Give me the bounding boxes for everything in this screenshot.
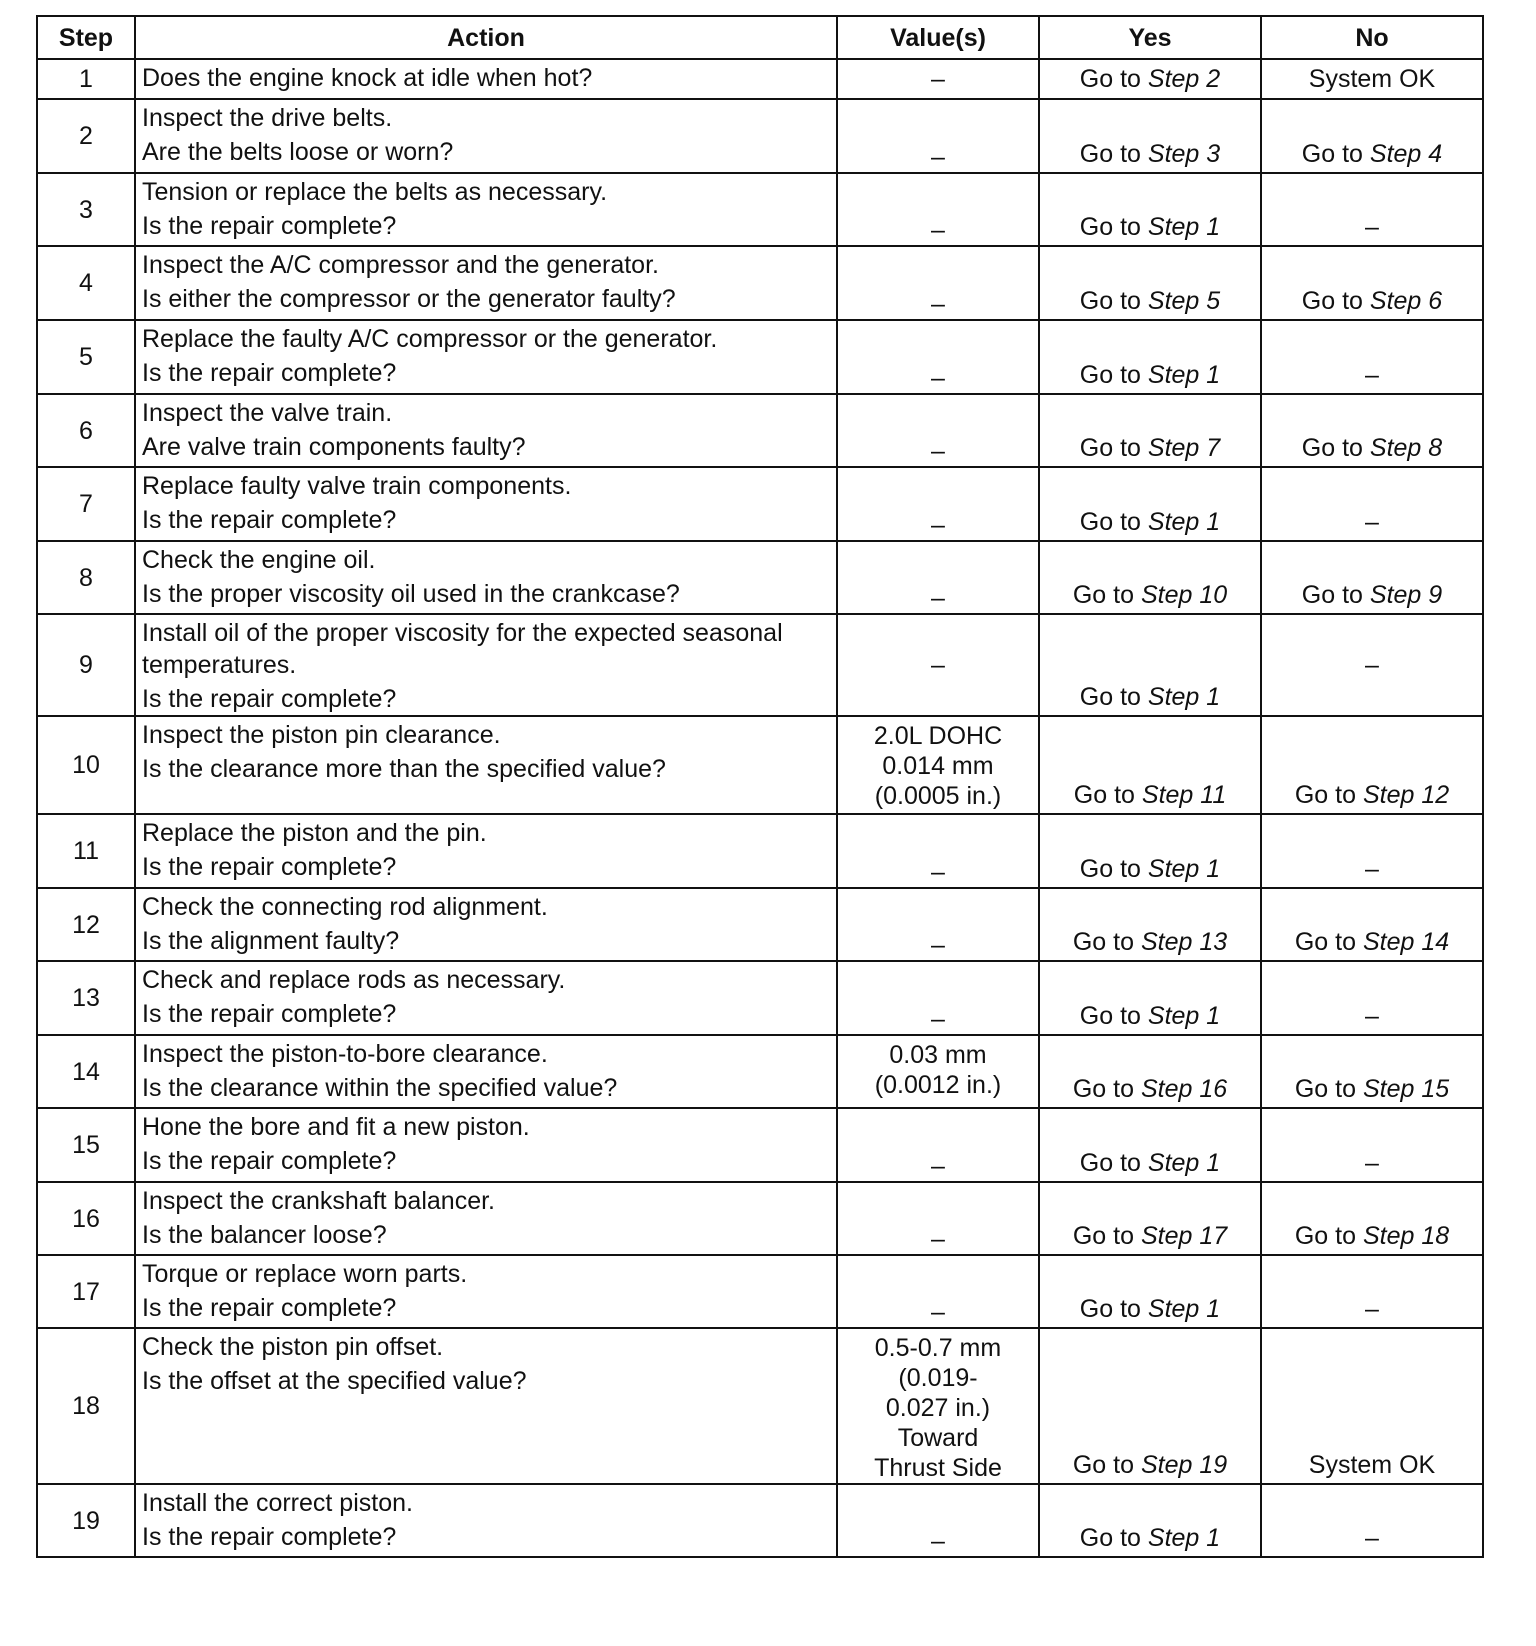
yes-step-link: Step 1 — [1147, 1524, 1221, 1552]
value-cell — [837, 1108, 1039, 1182]
yes-cell — [1039, 961, 1261, 1035]
action-line: Is the offset at the specified value? — [142, 1367, 527, 1395]
yes-step-link: Step 13 — [1140, 928, 1228, 956]
yes-step-link: Step 1 — [1147, 508, 1221, 536]
value-line: – — [931, 143, 945, 171]
action-line: Is the repair complete? — [142, 1000, 397, 1028]
yes-cell — [1039, 888, 1261, 961]
yes-text: Go to — [1072, 1451, 1134, 1479]
table-row — [37, 394, 1483, 467]
action-cell — [135, 541, 837, 614]
no-cell — [1261, 320, 1483, 394]
yes-text: Go to — [1079, 683, 1141, 711]
table-row — [37, 1255, 1483, 1328]
action-cell — [135, 99, 837, 173]
table-row — [37, 467, 1483, 541]
yes-cell — [1039, 814, 1261, 888]
value-cell — [837, 1328, 1039, 1484]
action-line: Tension or replace the belts as necessary. — [142, 178, 608, 206]
value-line: – — [931, 1152, 945, 1180]
value-cell — [837, 394, 1039, 467]
yes-step-link: Step 10 — [1140, 581, 1228, 609]
yes-cell — [1039, 614, 1261, 716]
value-line: – — [931, 437, 945, 465]
table-row — [37, 1035, 1483, 1108]
value-cell — [837, 467, 1039, 541]
step-number: 7 — [37, 467, 135, 541]
action-line: Inspect the A/C compressor and the generator. — [142, 251, 659, 279]
step-number: 16 — [37, 1182, 135, 1255]
action-cell — [135, 1255, 837, 1328]
no-text: – — [1365, 1149, 1379, 1177]
step-number: 9 — [37, 614, 135, 716]
action-line: Is the repair complete? — [142, 853, 397, 881]
action-line: Replace faulty valve train components. — [142, 472, 572, 500]
table-row — [37, 59, 1483, 99]
action-line: Is the repair complete? — [142, 1294, 397, 1322]
step-number: 1 — [37, 59, 135, 99]
yes-cell — [1039, 320, 1261, 394]
value-line: – — [931, 364, 945, 392]
value-line: – — [931, 1005, 945, 1033]
value-cell — [837, 614, 1039, 716]
table-row — [37, 961, 1483, 1035]
action-cell — [135, 173, 837, 246]
table-row — [37, 246, 1483, 320]
no-text: – — [1365, 1295, 1379, 1323]
action-line: Is the alignment faulty? — [142, 927, 400, 955]
action-cell — [135, 1108, 837, 1182]
action-cell — [135, 614, 837, 716]
step-number: 12 — [37, 888, 135, 961]
header-no: No — [1261, 16, 1483, 59]
value-line: 0.03 mm — [889, 1041, 987, 1069]
table-row — [37, 99, 1483, 173]
no-cell — [1261, 1108, 1483, 1182]
step-number: 4 — [37, 246, 135, 320]
no-cell — [1261, 1328, 1483, 1484]
value-cell — [837, 961, 1039, 1035]
value-cell — [837, 716, 1039, 814]
yes-cell — [1039, 173, 1261, 246]
action-cell — [135, 59, 837, 99]
action-line: Is the repair complete? — [142, 506, 397, 534]
table-body — [37, 59, 1483, 1557]
yes-cell — [1039, 1108, 1261, 1182]
no-text: Go to — [1294, 1075, 1356, 1103]
yes-cell — [1039, 467, 1261, 541]
value-line: – — [931, 65, 945, 93]
yes-step-link: Step 1 — [1147, 1002, 1221, 1030]
yes-text: Go to — [1079, 213, 1141, 241]
table-row — [37, 541, 1483, 614]
step-number: 14 — [37, 1035, 135, 1108]
no-text: – — [1365, 361, 1379, 389]
value-line: – — [931, 1298, 945, 1326]
yes-step-link: Step 17 — [1140, 1222, 1228, 1250]
action-line: Is the balancer loose? — [142, 1221, 387, 1249]
action-line: Check the piston pin offset. — [142, 1333, 444, 1361]
diagnostic-table — [36, 15, 1484, 1558]
action-cell — [135, 1035, 837, 1108]
action-line: Replace the faulty A/C compressor or the generator. — [142, 325, 718, 353]
yes-cell — [1039, 99, 1261, 173]
action-cell — [135, 467, 837, 541]
header-action: Action — [135, 16, 837, 59]
step-number: 10 — [37, 716, 135, 814]
yes-cell — [1039, 59, 1261, 99]
value-line: 2.0L DOHC — [873, 722, 1003, 750]
yes-step-link: Step 1 — [1147, 213, 1221, 241]
yes-step-link: Step 1 — [1147, 1149, 1221, 1177]
action-line: Inspect the piston pin clearance. — [142, 721, 501, 749]
no-text: – — [1365, 213, 1379, 241]
no-cell — [1261, 1255, 1483, 1328]
no-text: System OK — [1308, 1451, 1436, 1479]
table-row — [37, 1484, 1483, 1557]
value-cell — [837, 99, 1039, 173]
no-step-link: Step 8 — [1369, 434, 1443, 462]
yes-cell — [1039, 1484, 1261, 1557]
table-row — [37, 1182, 1483, 1255]
header-yes: Yes — [1039, 16, 1261, 59]
value-line: – — [931, 584, 945, 612]
value-line: 0.027 in.) — [885, 1394, 991, 1422]
no-cell — [1261, 614, 1483, 716]
value-cell — [837, 1484, 1039, 1557]
action-cell — [135, 961, 837, 1035]
yes-step-link: Step 19 — [1140, 1451, 1228, 1479]
step-number: 19 — [37, 1484, 135, 1557]
no-cell — [1261, 888, 1483, 961]
table-row — [37, 614, 1483, 716]
action-line: Inspect the piston-to-bore clearance. — [142, 1040, 548, 1068]
action-cell — [135, 1484, 837, 1557]
step-number: 8 — [37, 541, 135, 614]
action-line: Check the engine oil. — [142, 546, 376, 574]
step-number: 5 — [37, 320, 135, 394]
yes-text: Go to — [1072, 1222, 1134, 1250]
action-cell — [135, 716, 837, 814]
action-line: Is the repair complete? — [142, 1523, 397, 1551]
value-line: Toward — [897, 1424, 979, 1452]
no-step-link: Step 18 — [1362, 1222, 1450, 1250]
yes-text: Go to — [1079, 287, 1141, 315]
yes-step-link: Step 3 — [1147, 140, 1221, 168]
no-step-link: Step 6 — [1369, 287, 1443, 315]
no-step-link: Step 9 — [1369, 581, 1443, 609]
value-cell — [837, 1255, 1039, 1328]
step-number: 17 — [37, 1255, 135, 1328]
action-line: Is the proper viscosity oil used in the crankcase? — [142, 580, 680, 608]
value-cell — [837, 541, 1039, 614]
no-cell — [1261, 59, 1483, 99]
value-line: (0.019- — [898, 1364, 978, 1392]
no-cell — [1261, 1182, 1483, 1255]
value-cell — [837, 1035, 1039, 1108]
yes-text: Go to — [1079, 1149, 1141, 1177]
no-cell — [1261, 467, 1483, 541]
no-cell — [1261, 961, 1483, 1035]
value-line: – — [931, 511, 945, 539]
step-number: 2 — [37, 99, 135, 173]
action-line: Inspect the crankshaft balancer. — [142, 1187, 495, 1215]
action-line: Is the repair complete? — [142, 685, 397, 713]
value-cell — [837, 888, 1039, 961]
no-cell — [1261, 541, 1483, 614]
yes-cell — [1039, 1182, 1261, 1255]
no-text: Go to — [1301, 140, 1363, 168]
no-text: – — [1365, 1524, 1379, 1552]
action-line: Is the clearance within the specified value? — [142, 1074, 618, 1102]
action-line: Hone the bore and fit a new piston. — [142, 1113, 530, 1141]
table-row — [37, 173, 1483, 246]
no-text: – — [1365, 651, 1379, 679]
no-step-link: Step 4 — [1369, 140, 1443, 168]
yes-step-link: Step 16 — [1140, 1075, 1228, 1103]
action-cell — [135, 246, 837, 320]
action-cell — [135, 1182, 837, 1255]
action-line: Install the correct piston. — [142, 1489, 413, 1517]
yes-text: Go to — [1079, 1295, 1141, 1323]
action-line: Is the clearance more than the specified value? — [142, 755, 666, 783]
yes-text: Go to — [1079, 508, 1141, 536]
yes-step-link: Step 1 — [1147, 855, 1221, 883]
yes-step-link: Step 11 — [1141, 781, 1227, 809]
no-text: Go to — [1294, 781, 1356, 809]
action-line: Torque or replace worn parts. — [142, 1260, 468, 1288]
action-line: Are the belts loose or worn? — [142, 138, 454, 166]
no-cell — [1261, 394, 1483, 467]
yes-text: Go to — [1079, 65, 1141, 93]
value-cell — [837, 246, 1039, 320]
yes-text: Go to — [1072, 581, 1134, 609]
action-cell — [135, 1328, 837, 1484]
no-cell — [1261, 99, 1483, 173]
step-number: 18 — [37, 1328, 135, 1484]
no-step-link: Step 12 — [1362, 781, 1450, 809]
yes-text: Go to — [1079, 140, 1141, 168]
action-line: Inspect the drive belts. — [142, 104, 393, 132]
yes-text: Go to — [1072, 1075, 1134, 1103]
action-line: Is the repair complete? — [142, 1147, 397, 1175]
step-number: 6 — [37, 394, 135, 467]
action-line: Is the repair complete? — [142, 359, 397, 387]
action-line: Is either the compressor or the generator faulty? — [142, 285, 676, 313]
header-step: Step — [37, 16, 135, 59]
value-line: (0.0005 in.) — [874, 782, 1002, 810]
no-text: Go to — [1294, 928, 1356, 956]
yes-step-link: Step 7 — [1147, 434, 1221, 462]
no-cell — [1261, 814, 1483, 888]
step-number: 3 — [37, 173, 135, 246]
value-line: – — [931, 216, 945, 244]
action-line: Check the connecting rod alignment. — [142, 893, 548, 921]
yes-cell — [1039, 1328, 1261, 1484]
action-cell — [135, 394, 837, 467]
value-line: (0.0012 in.) — [874, 1071, 1002, 1099]
table-row — [37, 320, 1483, 394]
action-line: Check and replace rods as necessary. — [142, 966, 566, 994]
step-number: 13 — [37, 961, 135, 1035]
no-text: Go to — [1301, 287, 1363, 315]
value-line: 0.014 mm — [882, 752, 994, 780]
no-text: Go to — [1301, 434, 1363, 462]
value-line: – — [931, 651, 945, 679]
table-row — [37, 716, 1483, 814]
table-row — [37, 888, 1483, 961]
no-cell — [1261, 173, 1483, 246]
value-line: – — [931, 1225, 945, 1253]
yes-text: Go to — [1079, 1524, 1141, 1552]
yes-cell — [1039, 394, 1261, 467]
value-cell — [837, 814, 1039, 888]
yes-step-link: Step 2 — [1147, 65, 1221, 93]
value-cell — [837, 1182, 1039, 1255]
value-cell — [837, 173, 1039, 246]
yes-text: Go to — [1072, 928, 1134, 956]
action-line: Are valve train components faulty? — [142, 433, 526, 461]
yes-step-link: Step 1 — [1147, 1295, 1221, 1323]
no-step-link: Step 14 — [1362, 928, 1450, 956]
value-line: – — [931, 931, 945, 959]
no-cell — [1261, 1035, 1483, 1108]
no-text: Go to — [1294, 1222, 1356, 1250]
value-line: Thrust Side — [874, 1454, 1002, 1482]
yes-text: Go to — [1079, 1002, 1141, 1030]
action-cell — [135, 888, 837, 961]
yes-cell — [1039, 1255, 1261, 1328]
yes-cell — [1039, 1035, 1261, 1108]
no-text: – — [1365, 508, 1379, 536]
no-cell — [1261, 246, 1483, 320]
yes-cell — [1039, 541, 1261, 614]
yes-cell — [1039, 716, 1261, 814]
action-line: Inspect the valve train. — [142, 399, 393, 427]
table-row — [37, 814, 1483, 888]
header-row — [37, 16, 1483, 59]
yes-text: Go to — [1079, 855, 1141, 883]
no-cell — [1261, 1484, 1483, 1557]
step-number: 11 — [37, 814, 135, 888]
no-step-link: Step 15 — [1362, 1075, 1450, 1103]
no-text: Go to — [1301, 581, 1363, 609]
yes-text: Go to — [1079, 434, 1141, 462]
table-row — [37, 1108, 1483, 1182]
value-cell — [837, 59, 1039, 99]
action-line: Does the engine knock at idle when hot? — [142, 64, 593, 92]
no-text: System OK — [1308, 65, 1436, 93]
action-line: Is the repair complete? — [142, 212, 397, 240]
step-number: 15 — [37, 1108, 135, 1182]
table-row — [37, 1328, 1483, 1484]
header-values: Value(s) — [837, 16, 1039, 59]
action-line: Install oil of the proper viscosity for the expected seasonal temperatures. — [142, 619, 783, 679]
action-cell — [135, 320, 837, 394]
no-cell — [1261, 716, 1483, 814]
value-line: – — [931, 290, 945, 318]
yes-step-link: Step 1 — [1147, 683, 1221, 711]
yes-step-link: Step 5 — [1147, 287, 1221, 315]
no-text: – — [1365, 855, 1379, 883]
yes-text: Go to — [1073, 781, 1135, 809]
yes-step-link: Step 1 — [1147, 361, 1221, 389]
no-text: – — [1365, 1002, 1379, 1030]
value-line: 0.5-0.7 mm — [874, 1334, 1002, 1362]
value-line: – — [931, 1527, 945, 1555]
value-cell — [837, 320, 1039, 394]
action-cell — [135, 814, 837, 888]
value-line: – — [931, 858, 945, 886]
yes-text: Go to — [1079, 361, 1141, 389]
action-line: Replace the piston and the pin. — [142, 819, 487, 847]
yes-cell — [1039, 246, 1261, 320]
